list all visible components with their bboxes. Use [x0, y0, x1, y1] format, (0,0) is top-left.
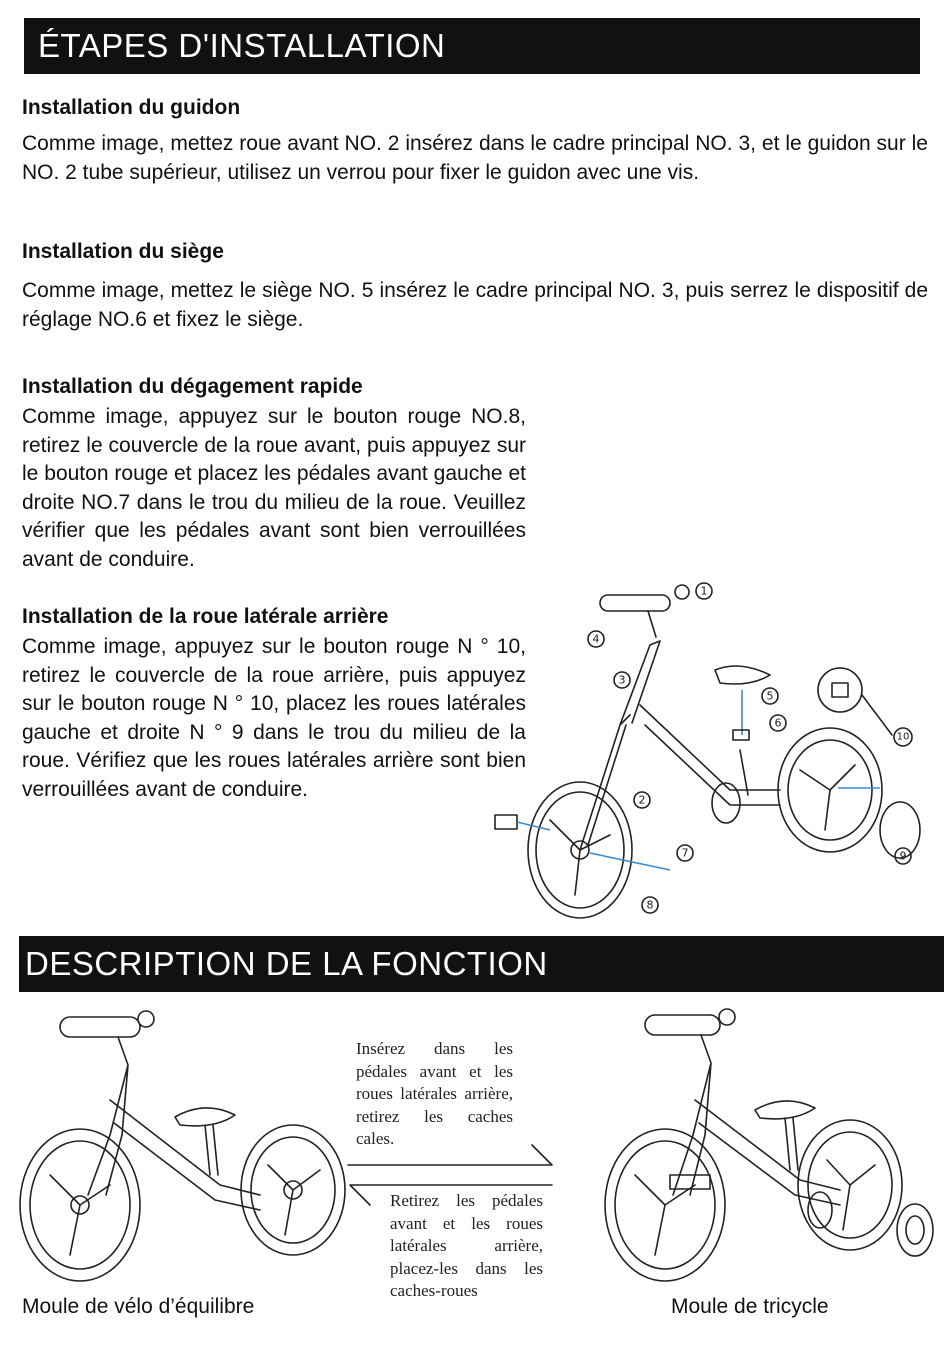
label-4: 4 — [592, 632, 600, 646]
label-10: 10 — [896, 731, 910, 743]
text-siege: Comme image, mettez le siège NO. 5 insérez le cadre principal NO. 3, puis serrez le dispositif de réglage NO.6 et fixez le siège. — [22, 279, 928, 331]
heading-guidon: Installation du guidon — [22, 96, 241, 119]
arrow-right — [346, 1143, 556, 1167]
balance-bike-illustration — [10, 1005, 350, 1290]
caption-balance-bike: Moule de vélo d’équilibre — [22, 1295, 255, 1318]
section-banner-installation — [24, 18, 920, 74]
label-5: 5 — [766, 689, 774, 703]
label-9: 9 — [899, 849, 907, 863]
label-2: 2 — [638, 793, 646, 807]
heading-degagement: Installation du dégagement rapide — [22, 375, 363, 398]
tricycle-illustration — [595, 1005, 940, 1290]
assembly-diagram — [480, 575, 940, 925]
label-7: 7 — [681, 846, 689, 860]
label-8: 8 — [646, 898, 654, 912]
note-remove: Retirez les pédales avant et les roues latérales arrière, placez-les dans les caches-roues — [390, 1191, 543, 1300]
heading-laterale: Installation de la roue latérale arrière — [22, 605, 389, 628]
section-title: ÉTAPES D'INSTALLATION — [38, 27, 446, 64]
caption-tricycle: Moule de tricycle — [671, 1295, 829, 1318]
text-guidon: Comme image, mettez roue avant NO. 2 insérez dans le cadre principal NO. 3, et le guidon sur le NO. 2 tube supérieur, utilisez un verrou pour fixer le guidon avec une vis. — [22, 132, 928, 184]
note-insert: Insérez dans les pédales avant et les roues latérales arrière, retirez les caches cales. — [356, 1039, 513, 1148]
label-3: 3 — [618, 673, 626, 687]
label-1: 1 — [700, 584, 708, 598]
label-6: 6 — [774, 716, 782, 730]
text-degagement: Comme image, appuyez sur le bouton rouge NO.8, retirez le couvercle de la roue avant, puis appuyez sur le bouton rouge et placez les pédales avant gauche et droite NO.7 dans le trou du milieu de la roue. Veuillez vérifier que les pédales avant sont bien verrouillées avant de conduire. — [22, 405, 526, 571]
text-laterale: Comme image, appuyez sur le bouton rouge N ° 10, retirez le couvercle de la roue arrière, puis appuyez sur le bouton rouge N ° 10, placez les roues latérales gauche et droite N ° 9 dans le trou du milieu de la roue. Vérifiez que les roues latérales arrière sont bien verrouillées avant de conduire. — [22, 635, 526, 801]
heading-siege: Installation du siège — [22, 240, 224, 263]
section-banner-fonction — [19, 936, 944, 992]
section-title: DESCRIPTION DE LA FONCTION — [25, 945, 548, 982]
